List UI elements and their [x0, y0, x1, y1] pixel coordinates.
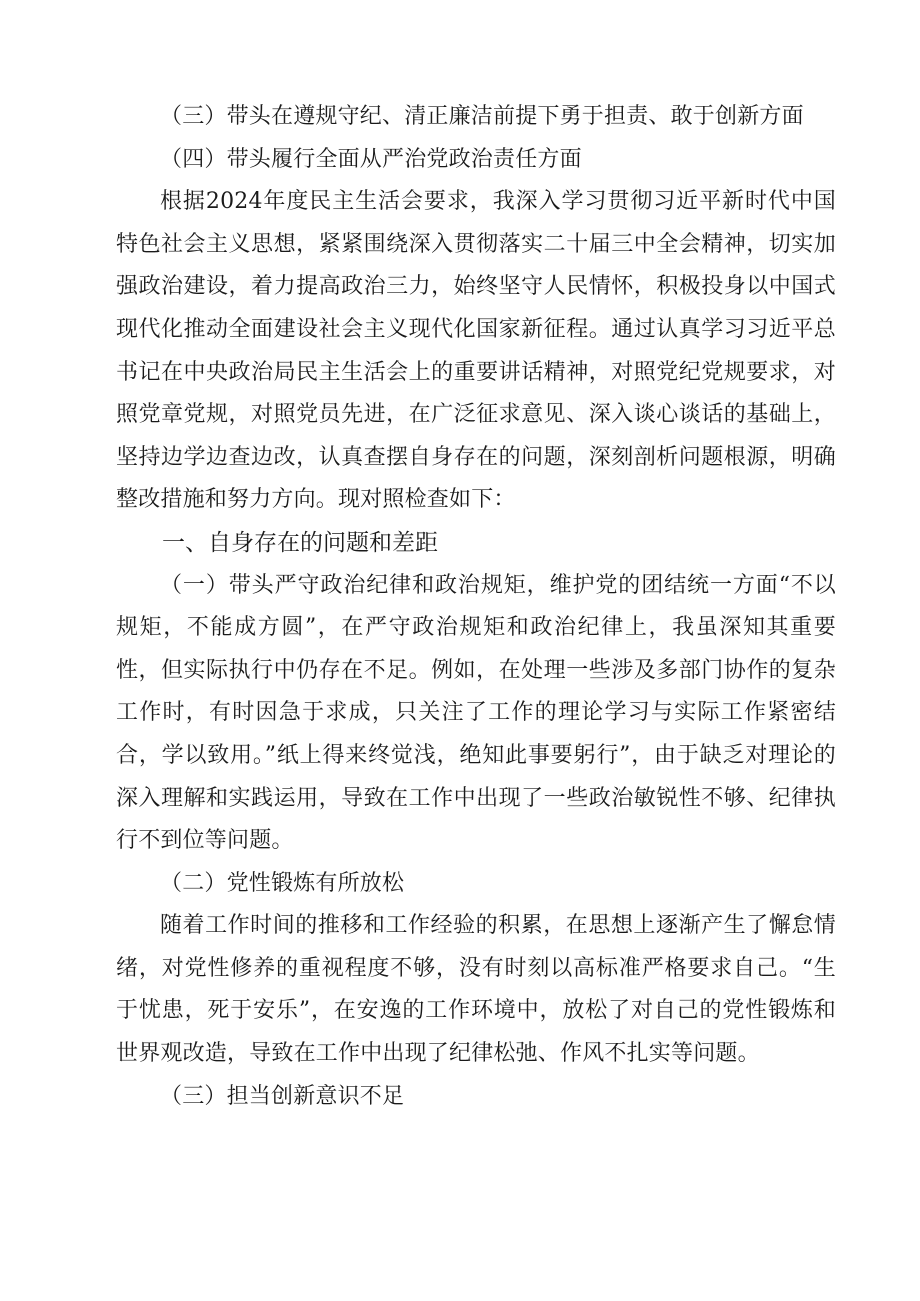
problem-2-paragraph: 随着工作时间的推移和工作经验的积累，在思想上逐渐产生了懈怠情绪，对党性修养的重视程度不够，没有时刻以高标准严格要求自己。“生于忧患，死于安乐”，在安逸的工作环境中，放松了对自己的党性锻炼和世界观改造，导致在工作中出现了纪律松弛、作风不扎实等问题。	[116, 913, 836, 1067]
problem-2-heading: （二）党性锻炼有所放松	[160, 870, 405, 896]
problem-1-paragraph: （一）带头严守政治纪律和政治规矩，维护党的团结统一方面“不以规矩，不能成方圆”，在严守政治规矩和政治纪律上，我虽深知其重要性，但实际执行中仍存在不足。例如，在处理一些涉及多部门协作的复杂工作时，有时因急于求成，只关注了工作的理论学习与实际工作紧密结合，学以致用。”纸上得来终觉浅，绝知此事要躬行”，由于缺乏对理论的深入理解和实践运用，导致在工作中出现了一些政治敏锐性不够、纪律执行不到位等问题。	[116, 572, 836, 854]
document-page	[116, 96, 836, 1118]
paragraph-4-heading: （四）带头履行全面从严治党政治责任方面	[160, 146, 582, 172]
paragraph-3-heading: （三）带头在遵规守纪、清正廉洁前提下勇于担责、敢于创新方面	[160, 104, 804, 129]
section-heading-1: 一、自身存在的问题和差距	[162, 529, 438, 556]
problem-3-heading: （三）担当创新意识不足	[160, 1083, 405, 1109]
intro-paragraph: 根据2024年度民主生活会要求，我深入学习贯彻习近平新时代中国特色社会主义思想，紧紧围绕深入贯彻落实二十届三中全会精神，切实加强政治建设，着力提高政治三力，始终坚守人民情怀，积极投身以中国式现代化推动全面建设社会主义现代化国家新征程。通过认真学习习近平总书记在中央政治局民主生活会上的重要讲话精神，对照党纪党规要求，对照党章党规，对照党员先进，在广泛征求意见、深入谈心谈话的基础上，坚持边学边查边改，认真查摆自身存在的问题，深刻剖析问题根源，明确整改措施和努力方向。现对照检查如下：	[116, 189, 836, 513]
